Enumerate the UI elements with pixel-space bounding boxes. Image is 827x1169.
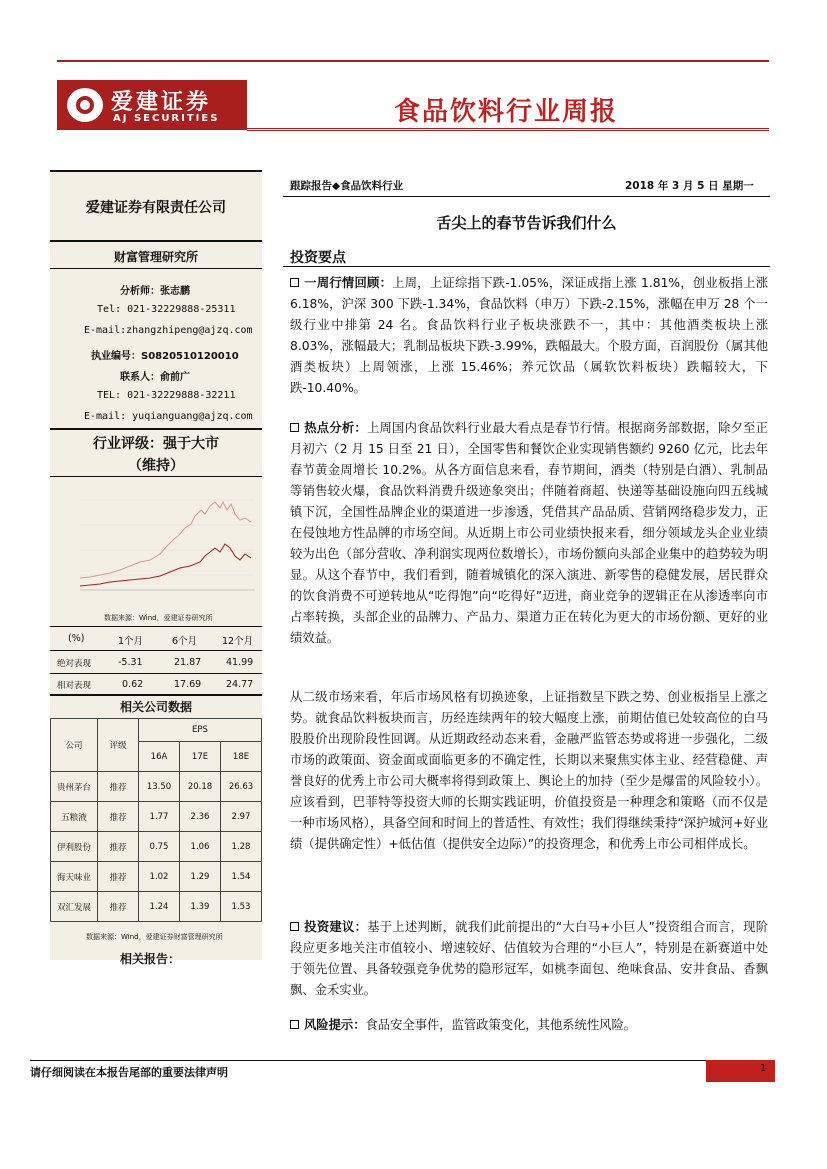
company-table bbox=[50, 718, 262, 922]
chart-source: 数据来源：Wind，爱建证券研究所 bbox=[104, 614, 213, 622]
footer-disclaimer: 请仔细阅读在本报告尾部的重要法律声明 bbox=[30, 1066, 228, 1079]
contact-name: 联系人：俞前广 bbox=[120, 372, 190, 383]
paragraph-suggestion bbox=[290, 917, 768, 1001]
sidebar-rule bbox=[50, 268, 262, 269]
logo-en-text: AJ SECURITIES bbox=[113, 113, 220, 124]
col-year: 16A bbox=[139, 742, 180, 772]
paragraph-body: 基于上述判断，就我们此前提出的“大白马+小巨人”投资组合而言，现阶段应更多地关注市值较小、增速较好、估值较为合理的“小巨人”，特别是在新赛道中处于领先位置、具备较强竞争优势的隐形冠军，如桃李面包、绝味食品、安井食品、香飘飘、金禾实业。 bbox=[290, 920, 768, 997]
rating-cell: 推荐 bbox=[98, 832, 139, 862]
perf-rule bbox=[50, 673, 262, 674]
perf-rule bbox=[50, 650, 262, 651]
paragraph-heading: 投资建议： bbox=[304, 920, 368, 934]
paragraph-hot-analysis bbox=[290, 418, 768, 649]
paragraph-heading: 热点分析： bbox=[304, 421, 367, 435]
company-name: 爱建证券有限责任公司 bbox=[86, 200, 226, 216]
perf-cell: -5.31 bbox=[118, 657, 143, 668]
perf-cell: 24.77 bbox=[226, 679, 254, 690]
paragraph-body: 上周国内食品饮料行业最大看点是春节行情。根据商务部数据，除夕至正月初六（2 月 15 日至 21 日），全国零售和餐饮企业实现销售额约 9260 亿元，比去年春节黄金周增长 10.2%。从各方面信息来看，春节期间，酒类（特别是白酒）、乳制品等销售较火爆，食品饮料消费升级迹象突出；伴随着商超、快递等基础设施向四五线城镇下沉，全国性品牌企业的渠道进一步渗透，凭借其产品品质、营销网络稳步发力，正在侵蚀地方性品牌的市场空间。从近期上市公司业绩快报来看，细分领域龙头企业业绩较为出色（部分营收、净利润实现两位数增长），市场份额向头部企业集中的趋势较为明显。从这个春节中，我们看到，随着城镇化的深入演进、新零售的稳健发展，居民群众的饮食消费不可逆转地从“吃得饱”向“吃得好”迈进，商业竞争的逻辑正在从渗透率向市占率转换，头部企业的品牌力、产品力、渠道力正在转化为更大的市场份额、更好的业绩效益。 bbox=[290, 421, 768, 645]
institute-name: 财富管理研究所 bbox=[113, 250, 198, 264]
rating-line1: 行业评级：强于大市 bbox=[93, 436, 219, 452]
eps-cell: 1.02 bbox=[139, 862, 180, 892]
market-index-line bbox=[80, 544, 251, 586]
col-rating: 评级 bbox=[98, 719, 139, 772]
perf-row-label: 相对表现 bbox=[57, 681, 92, 691]
company-name-cell: 双汇发展 bbox=[51, 892, 98, 922]
sidebar-rule bbox=[50, 476, 262, 477]
table-row bbox=[51, 862, 262, 892]
index-chart bbox=[55, 480, 260, 608]
analyst-email[interactable]: E-mail:zhangzhipeng@ajzq.com bbox=[84, 325, 253, 336]
checkbox-square-icon bbox=[290, 423, 299, 432]
eps-cell: 1.29 bbox=[180, 862, 221, 892]
industry-index-line bbox=[80, 502, 251, 578]
paragraph-heading: 一周行情回顾： bbox=[304, 276, 393, 290]
perf-header: 1个月 bbox=[118, 636, 144, 647]
table-source: 数据来源：Wind，爱建证券财富管理研究所 bbox=[86, 933, 223, 941]
page-number: 1 bbox=[760, 1063, 767, 1074]
top-rule bbox=[57, 60, 769, 62]
perf-cell: 21.87 bbox=[174, 657, 202, 668]
companies-title: 相关公司数据 bbox=[119, 700, 192, 714]
sidebar-top-rule bbox=[50, 170, 262, 172]
perf-cell: 0.62 bbox=[122, 679, 144, 690]
eps-cell: 1.24 bbox=[139, 892, 180, 922]
company-name-cell: 伊利股份 bbox=[51, 832, 98, 862]
checkbox-square-icon bbox=[290, 922, 299, 931]
eps-cell: 2.97 bbox=[221, 802, 262, 832]
logo-mark-icon bbox=[67, 88, 103, 122]
table-row bbox=[51, 772, 262, 802]
perf-header: (%) bbox=[68, 633, 85, 644]
section-rule bbox=[283, 266, 770, 267]
col-year: 17E bbox=[180, 742, 221, 772]
eps-cell: 2.36 bbox=[180, 802, 221, 832]
paragraph-weekly-review bbox=[290, 273, 768, 399]
eps-cell: 1.53 bbox=[221, 892, 262, 922]
paragraph-heading: 风险提示： bbox=[304, 1018, 366, 1032]
header-rule-2 bbox=[247, 130, 769, 131]
company-name-cell: 贵州茅台 bbox=[51, 772, 98, 802]
eps-cell: 0.75 bbox=[139, 832, 180, 862]
sidebar-rule bbox=[50, 626, 262, 627]
paragraph-body: 食品安全事件，监管政策变化，其他系统性风险。 bbox=[365, 1018, 637, 1032]
report-date: 2018 年 3 月 5 日 星期一 bbox=[625, 180, 754, 192]
header-rule bbox=[247, 128, 769, 129]
perf-cell: 17.69 bbox=[174, 679, 202, 690]
license-number: 执业编号：S0820510120010 bbox=[91, 351, 239, 362]
footer-rule bbox=[30, 1060, 775, 1061]
paragraph-body: 从二级市场来看，年后市场风格有切换迹象，上证指数呈下跌之势、创业板指呈上涨之势。就食品饮料板块而言，历经连续两年的较大幅度上涨，前期估值已处较高位的白马股股价出现阶段性回调。从近期政经动态来看，金融严监管态势或将进一步强化，二级市场的政策面、资金面或面临更多的不确定性，长期以来聚焦实体主业、经营稳健、声誉良好的优秀上市公司大概率将得到政策上、舆论上的加持（至少是爆雷的风险较小）。应该看到，巴菲特等投资大师的长期实践证明，价值投资是一种理念和策略（而不仅是一种市场风格），具备空间和时间上的普适性、有效性；我们得继续秉持“深护城河+好业绩（提供确定性）+低估值（提供安全边际）”的投资理念，和优秀上市公司相伴成长。 bbox=[290, 690, 768, 851]
perf-header: 6个月 bbox=[172, 636, 198, 647]
checkbox-square-icon bbox=[290, 1020, 299, 1029]
perf-header: 12个月 bbox=[222, 636, 254, 647]
logo-cn-text: 爱建证券 bbox=[111, 90, 212, 115]
paragraph-risk bbox=[290, 1015, 768, 1036]
contact-email[interactable]: E-mail: yuqianguang@ajzq.com bbox=[84, 411, 253, 422]
sidebar-rule bbox=[50, 240, 262, 242]
analyst-name: 分析师：张志鹏 bbox=[120, 286, 190, 297]
rating-cell: 推荐 bbox=[98, 892, 139, 922]
chart-gridlines bbox=[80, 500, 255, 575]
col-company: 公司 bbox=[51, 719, 98, 772]
sidebar-rule bbox=[50, 694, 262, 696]
eps-cell: 1.06 bbox=[180, 832, 221, 862]
report-type: 跟踪报告◆食品饮料行业 bbox=[290, 180, 404, 192]
rating-cell: 推荐 bbox=[98, 802, 139, 832]
table-row bbox=[51, 802, 262, 832]
table-row bbox=[51, 832, 262, 862]
section-title: 投资要点 bbox=[290, 250, 346, 266]
related-reports: 相关报告： bbox=[120, 952, 181, 966]
rating-cell: 推荐 bbox=[98, 862, 139, 892]
company-name-cell: 五粮液 bbox=[51, 802, 98, 832]
report-title: 食品饮料行业周报 bbox=[394, 97, 619, 127]
checkbox-square-icon bbox=[290, 278, 299, 287]
meta-rule bbox=[283, 196, 770, 197]
eps-cell: 1.28 bbox=[221, 832, 262, 862]
sidebar-rule bbox=[50, 428, 262, 430]
eps-cell: 1.54 bbox=[221, 862, 262, 892]
eps-cell: 1.77 bbox=[139, 802, 180, 832]
eps-cell: 20.18 bbox=[180, 772, 221, 802]
perf-row-label: 绝对表现 bbox=[57, 659, 92, 669]
paragraph-body: 上周，上证综指下跌-1.05%，深证成指上涨 1.81%，创业板指上涨 6.18%，沪深 300 下跌-1.34%，食品饮料（申万）下跌-2.15%，涨幅在申万 28 个一级行业中排第 24 名。食品饮料行业子板块涨跌不一，其中：其他酒类板块上涨 8.03%，涨幅最大；乳制品板块下跌-3.99%，跌幅最大。个股方面，百润股份（属其他酒类板块）上周领涨，上涨 15.46%；养元饮品（属软饮料板块）跌幅较大，下跌-10.40%。 bbox=[290, 276, 768, 395]
paragraph-market bbox=[290, 687, 768, 855]
col-eps: EPS bbox=[139, 719, 262, 742]
eps-cell: 1.39 bbox=[180, 892, 221, 922]
company-name-cell: 海天味业 bbox=[51, 862, 98, 892]
report-subtitle: 舌尖上的春节告诉我们什么 bbox=[436, 214, 617, 232]
analyst-tel: Tel: 021-32229888-25311 bbox=[97, 304, 236, 315]
rating-line2: （维持） bbox=[128, 458, 184, 474]
contact-tel: TEL: 021-32229888-32211 bbox=[97, 390, 236, 401]
rating-cell: 推荐 bbox=[98, 772, 139, 802]
brand-logo bbox=[57, 80, 247, 130]
eps-cell: 13.50 bbox=[139, 772, 180, 802]
perf-cell: 41.99 bbox=[226, 657, 254, 668]
eps-cell: 26.63 bbox=[221, 772, 262, 802]
col-year: 18E bbox=[221, 742, 262, 772]
table-row bbox=[51, 892, 262, 922]
